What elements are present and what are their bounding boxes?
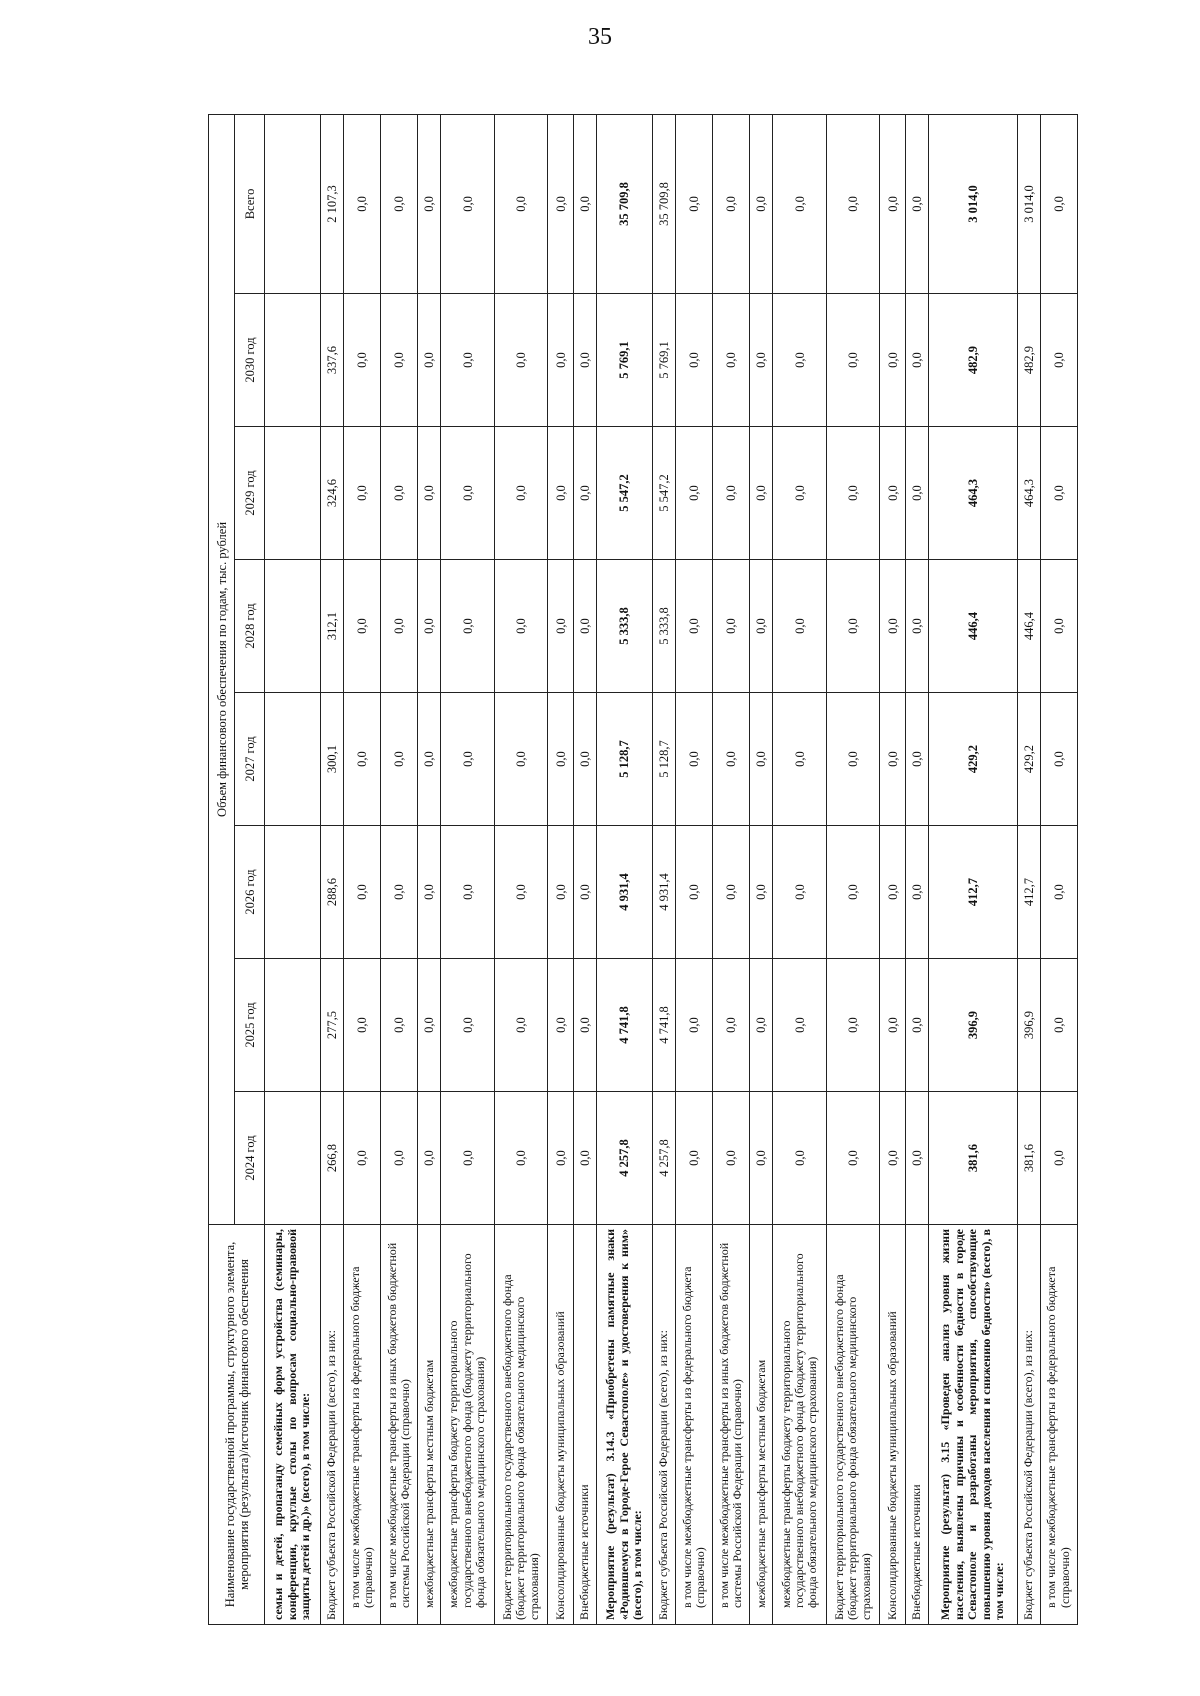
- table-row: [826, 114, 879, 1624]
- table-row: [676, 114, 713, 1624]
- cell-value: 0,0: [880, 294, 906, 427]
- cell-value: 482,9: [929, 294, 1017, 427]
- cell-value: 0,0: [676, 959, 713, 1092]
- cell-value: 0,0: [548, 294, 574, 427]
- cell-value: 5 333,8: [652, 560, 675, 693]
- header-year: 2027 год: [235, 693, 265, 826]
- cell-value: 0,0: [344, 959, 381, 1092]
- financing-table: [208, 114, 1078, 1625]
- cell-value: 0,0: [418, 1092, 441, 1225]
- cell-value: 0,0: [418, 427, 441, 560]
- cell-value: 0,0: [880, 693, 906, 826]
- table-row: [320, 114, 343, 1624]
- cell-value: 266,8: [320, 1092, 343, 1225]
- cell-value: 446,4: [1017, 560, 1040, 693]
- cell-value: 0,0: [905, 294, 928, 427]
- cell-value: 0,0: [880, 959, 906, 1092]
- cell-value: 0,0: [826, 959, 879, 1092]
- cell-value: 0,0: [494, 693, 547, 826]
- cell-value: 0,0: [880, 427, 906, 560]
- cell-value: 0,0: [441, 114, 494, 293]
- cell-value: 0,0: [494, 560, 547, 693]
- cell-value: 0,0: [344, 826, 381, 959]
- table-row: [418, 114, 441, 1624]
- cell-value: 0,0: [773, 826, 826, 959]
- cell-value: 381,6: [1017, 1092, 1040, 1225]
- cell-value: 0,0: [713, 959, 750, 1092]
- row-label: Мероприятие (результат) 3.14.3 «Приобретены памятные знаки «Родившемуся в Городе-Герое Севастополе» и удостоверения к ним» (всего), в том числе:: [597, 1225, 653, 1625]
- cell-value: 0,0: [1040, 693, 1077, 826]
- row-label: Бюджет территориального государственного внебюджетного фонда (бюджет территориального фонда обязательного медицинского страхования): [494, 1225, 547, 1625]
- cell-value: 0,0: [494, 294, 547, 427]
- cell-value: 4 931,4: [597, 826, 653, 959]
- table-row: [713, 114, 750, 1624]
- cell-value: 0,0: [826, 114, 879, 293]
- cell-value: 4 741,8: [652, 959, 675, 1092]
- row-label: в том числе межбюджетные трансферты из федерального бюджета (справочно): [676, 1225, 713, 1625]
- cell-value: 396,9: [1017, 959, 1040, 1092]
- table-row: [773, 114, 826, 1624]
- cell-value: 0,0: [676, 826, 713, 959]
- cell-value: 0,0: [573, 294, 596, 427]
- cell-value: 288,6: [320, 826, 343, 959]
- table-row: [1017, 114, 1040, 1624]
- header-year: 2028 год: [235, 560, 265, 693]
- cell-value: 5 128,7: [652, 693, 675, 826]
- cell-value: 0,0: [905, 826, 928, 959]
- cell-value: 381,6: [929, 1092, 1017, 1225]
- row-label: семьи и детей, пропаганду семейных форм устройства (семинары, конференции, круглые столы по вопросам социально-правовой защиты детей и др.)» (всего), в том числе:: [265, 1225, 321, 1625]
- header-group: Объем финансового обеспечения по годам, тыс. рублей: [209, 114, 235, 1224]
- cell-value: 412,7: [929, 826, 1017, 959]
- cell-value: 0,0: [773, 1092, 826, 1225]
- cell-value: 0,0: [441, 427, 494, 560]
- cell-value: 0,0: [750, 114, 773, 293]
- table-frame: [208, 115, 1078, 1625]
- cell-value: 0,0: [826, 1092, 879, 1225]
- page-number: 35: [588, 24, 612, 50]
- cell-value: 0,0: [750, 294, 773, 427]
- cell-value: 0,0: [905, 693, 928, 826]
- row-label: Бюджет субъекта Российской Федерации (всего), из них:: [652, 1225, 675, 1625]
- cell-value: 0,0: [573, 560, 596, 693]
- cell-value: [265, 427, 321, 560]
- cell-value: 0,0: [880, 560, 906, 693]
- row-label: Консолидированные бюджеты муниципальных образований: [880, 1225, 906, 1625]
- cell-value: 0,0: [441, 693, 494, 826]
- cell-value: 0,0: [548, 427, 574, 560]
- cell-value: 0,0: [880, 1092, 906, 1225]
- cell-value: 312,1: [320, 560, 343, 693]
- cell-value: 0,0: [750, 560, 773, 693]
- cell-value: 0,0: [494, 959, 547, 1092]
- cell-value: 429,2: [1017, 693, 1040, 826]
- cell-value: 446,4: [929, 560, 1017, 693]
- row-label: Бюджет субъекта Российской Федерации (всего), из них:: [320, 1225, 343, 1625]
- table-row: [381, 114, 418, 1624]
- table-row: [344, 114, 381, 1624]
- cell-value: 0,0: [548, 959, 574, 1092]
- cell-value: 0,0: [381, 560, 418, 693]
- cell-value: 0,0: [713, 693, 750, 826]
- row-label: в том числе межбюджетные трансферты из иных бюджетов бюджетной системы Российской Федерации (справочно): [713, 1225, 750, 1625]
- cell-value: 0,0: [773, 294, 826, 427]
- cell-value: 35 709,8: [652, 114, 675, 293]
- cell-value: 0,0: [548, 826, 574, 959]
- cell-value: 412,7: [1017, 826, 1040, 959]
- cell-value: 0,0: [573, 693, 596, 826]
- cell-value: 0,0: [880, 826, 906, 959]
- row-label: в том числе межбюджетные трансферты из федерального бюджета (справочно): [344, 1225, 381, 1625]
- cell-value: 0,0: [573, 114, 596, 293]
- cell-value: 2 107,3: [320, 114, 343, 293]
- cell-value: 0,0: [1040, 114, 1077, 293]
- cell-value: 0,0: [418, 959, 441, 1092]
- cell-value: 0,0: [573, 427, 596, 560]
- cell-value: 482,9: [1017, 294, 1040, 427]
- cell-value: 5 547,2: [652, 427, 675, 560]
- cell-value: 0,0: [676, 560, 713, 693]
- cell-value: 0,0: [880, 114, 906, 293]
- cell-value: 0,0: [418, 294, 441, 427]
- cell-value: 300,1: [320, 693, 343, 826]
- cell-value: 0,0: [713, 114, 750, 293]
- cell-value: 0,0: [773, 114, 826, 293]
- header-year: Всего: [235, 114, 265, 293]
- header-year: 2030 год: [235, 294, 265, 427]
- row-label: Мероприятие (результат) 3.15 «Проведен анализ уровня жизни населения, выявлены причины и особенности бедности в городе Севастополе и разработаны мероприятия, способствующие повышению уровня доходов населения и снижению бедности» (всего), в том числе:: [929, 1225, 1017, 1625]
- cell-value: 0,0: [418, 114, 441, 293]
- cell-value: 277,5: [320, 959, 343, 1092]
- table-row: [494, 114, 547, 1624]
- cell-value: [265, 826, 321, 959]
- cell-value: 4 741,8: [597, 959, 653, 1092]
- cell-value: 0,0: [750, 959, 773, 1092]
- cell-value: 0,0: [441, 1092, 494, 1225]
- header-year: 2025 год: [235, 959, 265, 1092]
- table-row: [265, 114, 321, 1624]
- cell-value: 0,0: [344, 693, 381, 826]
- header-name-column: Наименование государственной программы, структурного элемента, мероприятия (результата)/источник финансового обеспечения: [209, 1225, 265, 1625]
- cell-value: 0,0: [1040, 1092, 1077, 1225]
- cell-value: 5 769,1: [597, 294, 653, 427]
- cell-value: 0,0: [905, 1092, 928, 1225]
- cell-value: 0,0: [905, 114, 928, 293]
- cell-value: 0,0: [441, 294, 494, 427]
- cell-value: 0,0: [676, 693, 713, 826]
- cell-value: 0,0: [381, 427, 418, 560]
- cell-value: 0,0: [381, 1092, 418, 1225]
- cell-value: 0,0: [713, 427, 750, 560]
- cell-value: 0,0: [1040, 826, 1077, 959]
- row-label: Внебюджетные источники: [905, 1225, 928, 1625]
- cell-value: 0,0: [344, 294, 381, 427]
- table-row: [929, 114, 1017, 1624]
- cell-value: 5 128,7: [597, 693, 653, 826]
- table-row: [750, 114, 773, 1624]
- cell-value: 464,3: [1017, 427, 1040, 560]
- cell-value: 0,0: [676, 427, 713, 560]
- cell-value: 0,0: [773, 959, 826, 1092]
- header-year: 2026 год: [235, 826, 265, 959]
- cell-value: 0,0: [548, 114, 574, 293]
- cell-value: 0,0: [826, 693, 879, 826]
- cell-value: 0,0: [344, 114, 381, 293]
- cell-value: 0,0: [773, 560, 826, 693]
- cell-value: 0,0: [441, 826, 494, 959]
- row-label: Внебюджетные источники: [573, 1225, 596, 1625]
- cell-value: 5 333,8: [597, 560, 653, 693]
- row-label: в том числе межбюджетные трансферты из федерального бюджета (справочно): [1040, 1225, 1077, 1625]
- row-label: межбюджетные трансферты местным бюджетам: [750, 1225, 773, 1625]
- cell-value: 0,0: [676, 1092, 713, 1225]
- cell-value: 0,0: [713, 1092, 750, 1225]
- cell-value: 4 257,8: [597, 1092, 653, 1225]
- cell-value: 0,0: [1040, 959, 1077, 1092]
- cell-value: 0,0: [713, 826, 750, 959]
- cell-value: 3 014,0: [929, 114, 1017, 293]
- cell-value: 0,0: [750, 693, 773, 826]
- cell-value: 0,0: [418, 693, 441, 826]
- cell-value: 0,0: [826, 294, 879, 427]
- cell-value: 0,0: [494, 826, 547, 959]
- cell-value: 0,0: [1040, 427, 1077, 560]
- cell-value: 0,0: [494, 427, 547, 560]
- cell-value: 464,3: [929, 427, 1017, 560]
- cell-value: 0,0: [381, 959, 418, 1092]
- cell-value: 0,0: [826, 560, 879, 693]
- cell-value: 0,0: [905, 560, 928, 693]
- row-label: в том числе межбюджетные трансферты из иных бюджетов бюджетной системы Российской Федерации (справочно): [381, 1225, 418, 1625]
- cell-value: [265, 959, 321, 1092]
- cell-value: 0,0: [750, 826, 773, 959]
- cell-value: 0,0: [381, 294, 418, 427]
- table-row: [548, 114, 574, 1624]
- cell-value: 3 014,0: [1017, 114, 1040, 293]
- cell-value: 4 931,4: [652, 826, 675, 959]
- cell-value: 5 769,1: [652, 294, 675, 427]
- cell-value: 0,0: [826, 427, 879, 560]
- cell-value: 0,0: [573, 826, 596, 959]
- cell-value: [265, 693, 321, 826]
- cell-value: 0,0: [750, 427, 773, 560]
- header-year: 2029 год: [235, 427, 265, 560]
- table-row: [652, 114, 675, 1624]
- cell-value: 0,0: [344, 427, 381, 560]
- cell-value: [265, 294, 321, 427]
- cell-value: 4 257,8: [652, 1092, 675, 1225]
- cell-value: 0,0: [494, 1092, 547, 1225]
- cell-value: 0,0: [381, 114, 418, 293]
- table-row: [905, 114, 928, 1624]
- cell-value: 337,6: [320, 294, 343, 427]
- table-row: [880, 114, 906, 1624]
- row-label: Бюджет территориального государственного внебюджетного фонда (бюджет территориального фонда обязательного медицинского страхования): [826, 1225, 879, 1625]
- cell-value: 0,0: [573, 959, 596, 1092]
- cell-value: 0,0: [441, 560, 494, 693]
- cell-value: 324,6: [320, 427, 343, 560]
- cell-value: 0,0: [548, 693, 574, 826]
- row-label: межбюджетные трансферты бюджету территориального государственного внебюджетного фонда (бюджету территориального фонда обязательного медицинского страхования): [773, 1225, 826, 1625]
- cell-value: 0,0: [773, 693, 826, 826]
- cell-value: 429,2: [929, 693, 1017, 826]
- cell-value: 0,0: [1040, 560, 1077, 693]
- cell-value: [265, 560, 321, 693]
- row-label: Бюджет субъекта Российской Федерации (всего), из них:: [1017, 1225, 1040, 1625]
- cell-value: 0,0: [676, 114, 713, 293]
- cell-value: 0,0: [573, 1092, 596, 1225]
- cell-value: 0,0: [905, 427, 928, 560]
- cell-value: 0,0: [548, 560, 574, 693]
- cell-value: 0,0: [1040, 294, 1077, 427]
- table-row: [441, 114, 494, 1624]
- cell-value: 0,0: [548, 1092, 574, 1225]
- cell-value: 0,0: [750, 1092, 773, 1225]
- row-label: межбюджетные трансферты местным бюджетам: [418, 1225, 441, 1625]
- header-year: 2024 год: [235, 1092, 265, 1225]
- cell-value: 0,0: [905, 959, 928, 1092]
- cell-value: 5 547,2: [597, 427, 653, 560]
- cell-value: 0,0: [418, 826, 441, 959]
- cell-value: 0,0: [713, 294, 750, 427]
- table-row: [1040, 114, 1077, 1624]
- cell-value: 0,0: [344, 1092, 381, 1225]
- cell-value: 0,0: [773, 427, 826, 560]
- cell-value: [265, 1092, 321, 1225]
- cell-value: 0,0: [494, 114, 547, 293]
- cell-value: 0,0: [344, 560, 381, 693]
- cell-value: 35 709,8: [597, 114, 653, 293]
- cell-value: 0,0: [713, 560, 750, 693]
- cell-value: 0,0: [381, 826, 418, 959]
- cell-value: 0,0: [826, 826, 879, 959]
- table-row: [597, 114, 653, 1624]
- cell-value: 0,0: [381, 693, 418, 826]
- cell-value: 0,0: [441, 959, 494, 1092]
- cell-value: [265, 114, 321, 293]
- row-label: межбюджетные трансферты бюджету территориального государственного внебюджетного фонда (бюджету территориального фонда обязательного медицинского страхования): [441, 1225, 494, 1625]
- cell-value: 0,0: [418, 560, 441, 693]
- cell-value: 396,9: [929, 959, 1017, 1092]
- cell-value: 0,0: [676, 294, 713, 427]
- table-row: [573, 114, 596, 1624]
- row-label: Консолидированные бюджеты муниципальных образований: [548, 1225, 574, 1625]
